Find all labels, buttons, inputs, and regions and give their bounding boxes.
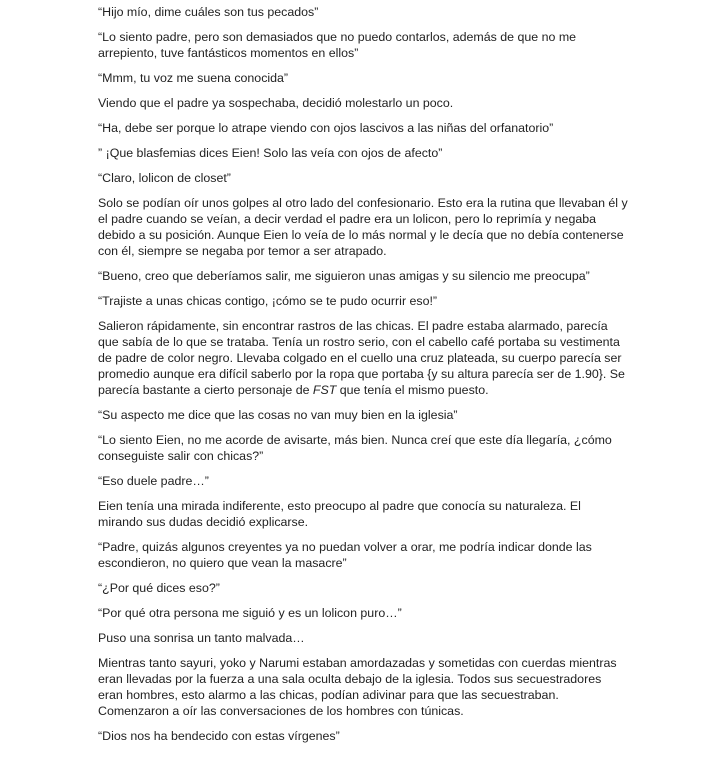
paragraph: “Por qué otra persona me siguió y es un lolicon puro…” — [98, 606, 402, 620]
paragraph: “Padre, quizás algunos creyentes ya no puedan volver a orar, me podría indicar donde las escondieron, no quiero que vean la masacre” — [98, 540, 592, 570]
paragraph: Mientras tanto sayuri, yoko y Narumi estaban amordazadas y sometidas con cuerdas mientras eran llevadas por la fuerza a una sala oculta debajo de la iglesia. Todos sus secuestradores eran hombres, esto alarmo a las chicas, podían adivinar para que las secuestraban. Comenzaron a oír las conversaciones de los hombres con túnicas. — [98, 656, 617, 718]
paragraph: “Eso duele padre…” — [98, 474, 209, 488]
paragraph: “Trajiste a unas chicas contigo, ¡cómo se te pudo ocurrir eso!” — [98, 294, 438, 308]
paragraph: Solo se podían oír unos golpes al otro lado del confesionario. Esto era la rutina que llevaban él y el padre cuando se veían, a decir verdad el padre era un lolicon, pero lo reprimía y negaba debido a su posición. Aunque Eien lo veía de lo más normal y le decía que no debía contenerse con él, siempre se negaba por temor a ser atrapado. — [98, 196, 628, 258]
paragraph: “Hijo mío, dime cuáles son tus pecados” — [98, 5, 319, 19]
paragraph: Salieron rápidamente, sin encontrar rastros de las chicas. El padre estaba alarmado, parecía que sabía de lo que se trataba. Tenía un rostro serio, con el cabello café portaba su vestimenta de padre de color negro. Llevaba colgado en el cuello una cruz plateada, su cuerpo parecía ser promedio aunque era difícil saberlo por la ropa que portaba {y su altura parecía ser de 1.90}. Se parecía bastante a cierto personaje de FST que tenía el mismo puesto. — [98, 319, 625, 397]
paragraph: Viendo que el padre ya sospechaba, decidió molestarlo un poco. — [98, 96, 454, 110]
paragraph: “Claro, lolicon de closet” — [98, 171, 231, 185]
paragraph: “Lo siento Eien, no me acorde de avisarte, más bien. Nunca creí que este día llegaría, ¿cómo conseguiste salir con chicas?” — [98, 433, 612, 463]
paragraph: “Mmm, tu voz me suena conocida” — [98, 71, 289, 85]
paragraph: “Bueno, creo que deberíamos salir, me siguieron unas amigas y su silencio me preocupa” — [98, 269, 590, 283]
document-body — [98, 4, 628, 753]
paragraph: “¿Por qué dices eso?” — [98, 581, 220, 595]
paragraph: “Su aspecto me dice que las cosas no van muy bien en la iglesia” — [98, 408, 458, 422]
paragraph: “Dios nos ha bendecido con estas vírgenes” — [98, 729, 340, 743]
paragraph: Eien tenía una mirada indiferente, esto preocupo al padre que conocía su naturaleza. El mirando sus dudas decidió explicarse. — [98, 499, 581, 529]
paragraph: “Lo siento padre, pero son demasiados que no puedo contarlos, además de que no me arrepiento, tuve fantásticos momentos en ellos” — [98, 30, 577, 60]
paragraph: Puso una sonrisa un tanto malvada… — [98, 631, 305, 645]
paragraph: “Ha, debe ser porque lo atrape viendo con ojos lascivos a las niñas del orfanatorio” — [98, 121, 554, 135]
paragraph: ” ¡Que blasfemias dices Eien! Solo las veía con ojos de afecto” — [98, 146, 443, 160]
